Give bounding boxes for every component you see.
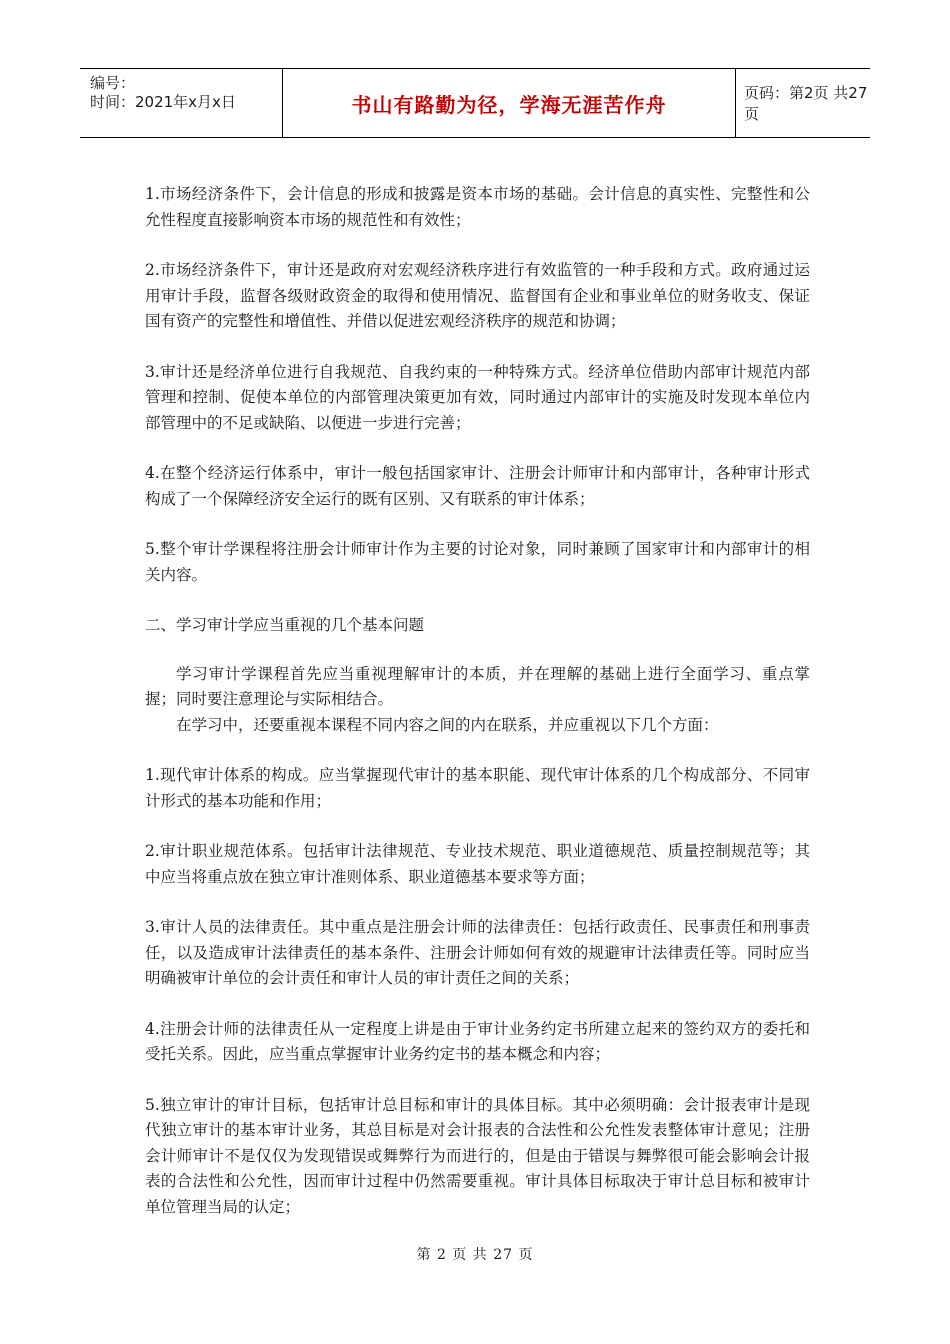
paragraph: 5.整个审计学课程将注册会计师审计作为主要的讨论对象，同时兼顾了国家审计和内部审计的相关内容。 [145,540,810,584]
paragraph: 4.在整个经济运行体系中，审计一般包括国家审计、注册会计师审计和内部审计，各种审计形式构成了一个保障经济安全运行的既有区别、又有联系的审计体系； [145,464,810,508]
document-number-label: 编号： [90,74,136,92]
header-page-code-cell [736,69,870,137]
point-paragraph: 4.注册会计师的法律责任从一定程度上讲是由于审计业务约定书所建立起来的签约双方的委托和受托关系。因此，应当重点掌握审计业务约定书的基本概念和内容； [145,1019,810,1063]
point-paragraph: 3.审计人员的法律责任。其中重点是注册会计师的法律责任：包括行政责任、民事责任和刑事责任，以及造成审计法律责任的基本条件、注册会计师如何有效的规避审计法律责任等。同时应当明确被审计单位的会计责任和审计人员的审计责任之间的关系； [145,918,810,987]
point-paragraph: 5.独立审计的审计目标，包括审计总目标和审计的具体目标。其中必须明确：会计报表审计是现代独立审计的基本审计业务，其总目标是对会计报表的合法性和公允性发表整体审计意见；注册会计师审计不是仅仅为发现错误或舞弊行为而进行的，但是由于错误与舞弊很可能会影响会计报表的合法性和公允性，因而审计过程中仍然需要重视。审计具体目标取决于审计总目标和被审计单位管理当局的认定； [145,1095,810,1216]
header-motto-cell [282,69,736,137]
header-meta [80,69,282,137]
document-body [145,182,810,1245]
paragraph: 1.市场经济条件下，会计信息的形成和披露是资本市场的基础。会计信息的真实性、完整性和公允性程度直接影响资本市场的规范性和有效性； [145,185,810,229]
page-header [80,68,870,138]
header-page-code: 页码：第2页 共27页 [744,84,868,123]
paragraph: 2.市场经济条件下，审计还是政府对宏观经济秩序进行有效监管的一种手段和方式。政府通过运用审计手段，监督各级财政资金的取得和使用情况、监督国有企业和事业单位的财务收支、保证国有资产的完整性和增值性、并借以促进宏观经济秩序的规范和协调； [145,261,810,330]
point-paragraph: 1.现代审计体系的构成。应当掌握现代审计的基本职能、现代审计体系的几个构成部分、不同审计形式的基本功能和作用； [145,766,810,810]
paragraph: 3.审计还是经济单位进行自我规范、自我约束的一种特殊方式。经济单位借助内部审计规范内部管理和控制、促使本单位的内部管理决策更加有效，同时通过内部审计的实施及时发现本单位内部管理中的不足或缺陷、以便进一步进行完善； [145,362,810,432]
header-motto: 书山有路勤为径，学海无涯苦作舟 [351,92,667,117]
document-date-label: 时间：2021年x月x日 [90,93,236,111]
point-paragraph: 2.审计职业规范体系。包括审计法律规范、专业技术规范、职业道德规范、质量控制规范等；其中应当将重点放在独立审计准则体系、职业道德基本要求等方面； [145,842,810,886]
page-footer: 第 2 页 共 27 页 [416,1247,534,1263]
section-heading: 二、学习审计学应当重视的几个基本问题 [145,616,425,634]
intro-paragraph: 在学习中，还要重视本课程不同内容之间的内在联系，并应重视以下几个方面： [176,715,719,734]
intro-paragraph: 学习审计学课程首先应当重视理解审计的本质，并在理解的基础上进行全面学习、重点掌握；同时要注意理论与实际相结合。 [145,664,810,708]
